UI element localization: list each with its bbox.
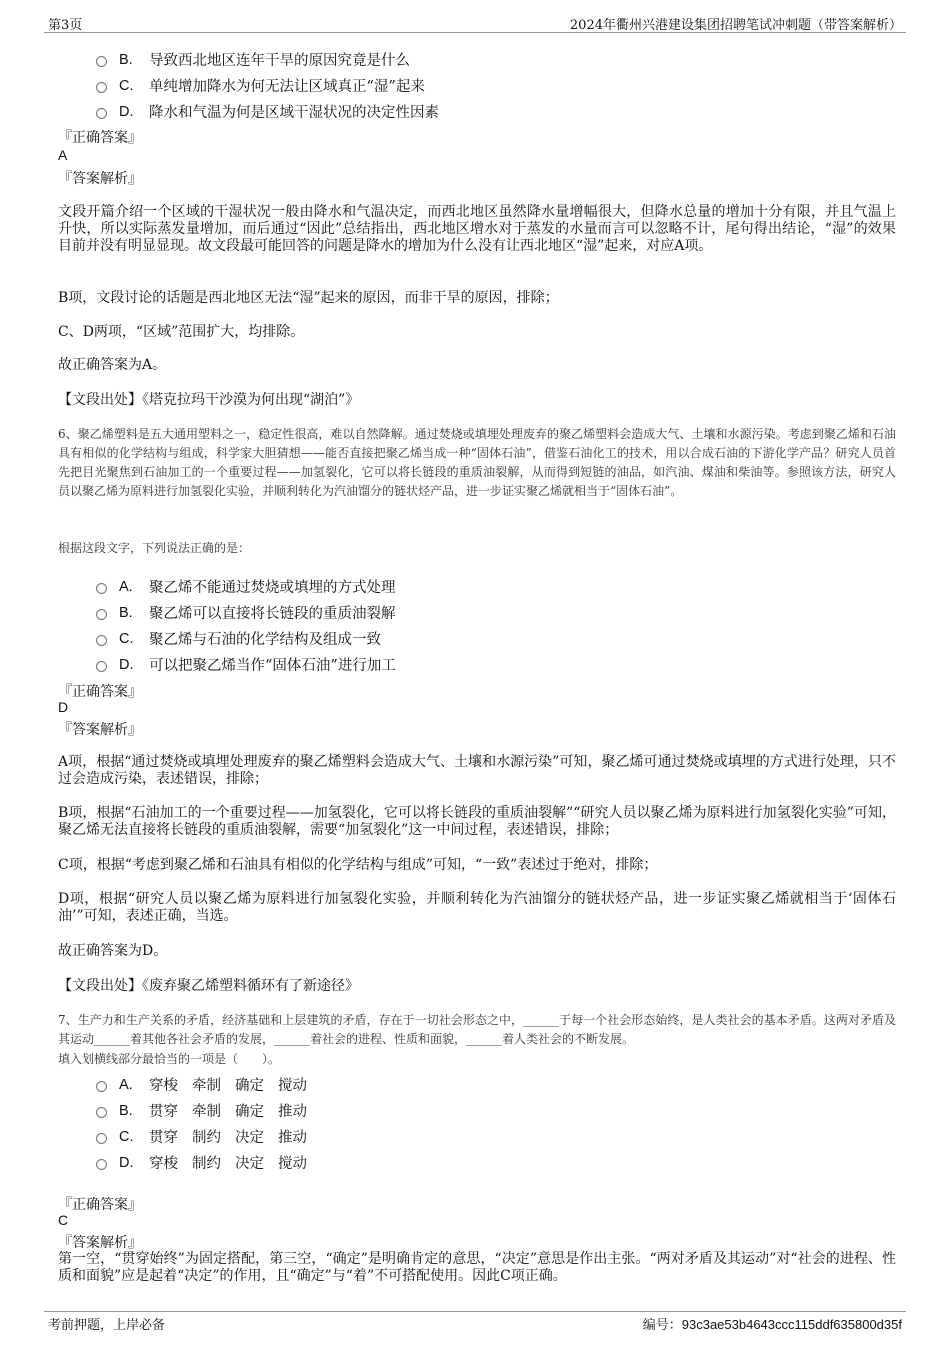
q6-option-b[interactable]: B. 聚乙烯可以直接将长链段的重质油裂解 [96, 602, 396, 623]
q7-analysis-paragraph: 第一空，“贯穿始终”为固定搭配，第三空，“确定”是明确肯定的意思，“决定”意思是作出主张。“两对矛盾及其运动”对“社会的进程、性质和面貌”应是起着“决定”的作用，且“确定”与“着”不可搭配使用。因此C项正确。 [58, 1251, 896, 1284]
q6-prompt: 根据这段文字，下列说法正确的是： [58, 541, 251, 555]
q5-option-d[interactable]: D. 降水和气温为何是区域干湿状况的决定性因素 [96, 101, 439, 122]
radio-icon[interactable] [96, 1081, 107, 1092]
q6-answer: D [58, 699, 69, 715]
radio-icon[interactable] [96, 661, 107, 672]
q7-stem: 7、生产力和生产关系的矛盾，经济基础和上层建筑的矛盾，存在于一切社会形态之中，______于每一个社会形态始终，是人类社会的基本矛盾。这两对矛盾及其运动______着其他各社会矛盾的发展，______着社会的进程、性质和面貌，______着人类社会的不断发展。 [58, 1013, 896, 1046]
radio-icon[interactable] [96, 583, 107, 594]
q7-correct-label: 『正确答案』 [58, 1197, 142, 1213]
q7-option-a[interactable]: A. 穿梭 牵制 确定 搅动 [96, 1074, 321, 1095]
header-divider [44, 32, 906, 33]
q5-analysis-paragraph: B项，文段讨论的话题是西北地区无法“湿”起来的原因，而非干旱的原因，排除； [58, 290, 559, 306]
radio-icon[interactable] [96, 108, 107, 119]
q6-analysis-paragraph: D项，根据“研究人员以聚乙烯为原料进行加氢裂化实验，并顺利转化为汽油馏分的链状烃产品，进一步证实聚乙烯就相当于‘固体石油’”可知，表述正确，当选。 [58, 891, 896, 924]
q6-correct-label: 『正确答案』 [58, 684, 142, 700]
q5-option-b[interactable]: B. 导致西北地区连年干旱的原因究竟是什么 [96, 49, 410, 70]
q5-analysis-paragraph: C、D两项，“区域”范围扩大，均排除。 [58, 324, 305, 340]
q7-analysis-label: 『答案解析』 [58, 1235, 142, 1251]
q5-source: 【文段出处】《塔克拉玛干沙漠为何出现“湖泊”》 [58, 392, 360, 408]
page-header [0, 0, 950, 34]
document-id: 编号：93c3ae53b4643ccc115ddf635800d35f [642, 1317, 902, 1333]
radio-icon[interactable] [96, 609, 107, 620]
q5-answer: A [58, 147, 68, 163]
q5-option-c[interactable]: C. 单纯增加降水为何无法让区域真正“湿”起来 [96, 75, 425, 96]
radio-icon[interactable] [96, 82, 107, 93]
q6-analysis-label: 『答案解析』 [58, 722, 142, 738]
q6-analysis-paragraph: B项，根据“石油加工的一个重要过程——加氢裂化，它可以将长链段的重质油裂解”“研究人员以聚乙烯为原料进行加氢裂化实验”可知，聚乙烯无法直接将长链段的重质油裂解，需要“加氢裂化”这一中间过程，表述错误，排除； [58, 805, 896, 838]
q5-analysis-paragraph: 文段开篇介绍一个区域的干湿状况一般由降水和气温决定，而西北地区虽然降水量增幅很大，但降水总量的增加十分有限，并且气温上升快，所以实际蒸发量增加，而后通过“因此”总结指出，西北地区增水对于蒸发的水量而言可以忽略不计，尾句得出结论，“湿”的效果目前并没有明显显现。故文段最可能回答的问题是降水的增加为什么没有让西北地区“湿”起来，对应A项。 [58, 204, 896, 254]
q6-analysis-paragraph: A项，根据“通过焚烧或填埋处理废弃的聚乙烯塑料会造成大气、土壤和水源污染”可知，聚乙烯可通过焚烧或填埋的方式进行处理，只不过会造成污染，表述错误，排除； [58, 754, 896, 787]
q7-answer: C [58, 1212, 69, 1228]
radio-icon[interactable] [96, 1133, 107, 1144]
q5-correct-label: 『正确答案』 [58, 130, 142, 146]
q6-option-d[interactable]: D. 可以把聚乙烯当作“固体石油”进行加工 [96, 654, 396, 675]
footer-divider [44, 1311, 906, 1312]
q6-analysis-paragraph: C项，根据“考虑到聚乙烯和石油具有相似的化学结构与组成”可知，“一致”表述过于绝对，排除； [58, 857, 658, 873]
q7-option-b[interactable]: B. 贯穿 牵制 确定 推动 [96, 1100, 321, 1121]
q5-analysis-paragraph: 故正确答案为A。 [58, 357, 167, 373]
q7-prompt: 填入划横线部分最恰当的一项是（ ）。 [58, 1052, 281, 1066]
q6-option-c[interactable]: C. 聚乙烯与石油的化学结构及组成一致 [96, 628, 381, 649]
document-title: 2024年衢州兴港建设集团招聘笔试冲刺题（带答案解析） [569, 18, 902, 33]
footer-slogan: 考前押题，上岸必备 [48, 1318, 166, 1333]
q6-source: 【文段出处】《废弃聚乙烯塑料循环有了新途径》 [58, 978, 359, 994]
q6-stem: 6、聚乙烯塑料是五大通用塑料之一，稳定性很高，难以自然降解。通过焚烧或填埋处理废弃的聚乙烯塑料会造成大气、土壤和水源污染。考虑到聚乙烯和石油具有相似的化学结构与组成，科学家大胆猜想——能否直接把聚乙烯当成一种“固体石油”，借鉴石油化工的技术，用以合成石油的下游化学产品？研究人员首先把目光聚焦到石油加工的一个重要过程——加氢裂化，它可以将长链段的重质油裂解，从而得到短链的油品，如汽油、煤油和柴油等。参照该方法，研究人员以聚乙烯为原料进行加氢裂化实验，并顺利转化为汽油馏分的链状烃产品，进一步证实聚乙烯就相当于“固体石油”。 [58, 427, 896, 498]
q7-option-d[interactable]: D. 穿梭 制约 决定 搅动 [96, 1152, 321, 1173]
q5-analysis-label: 『答案解析』 [58, 171, 142, 187]
page-number: 第3页 [48, 18, 83, 33]
radio-icon[interactable] [96, 1159, 107, 1170]
radio-icon[interactable] [96, 635, 107, 646]
radio-icon[interactable] [96, 56, 107, 67]
radio-icon[interactable] [96, 1107, 107, 1118]
q7-option-c[interactable]: C. 贯穿 制约 决定 推动 [96, 1126, 321, 1147]
q6-option-a[interactable]: A. 聚乙烯不能通过焚烧或填埋的方式处理 [96, 576, 396, 597]
q6-analysis-paragraph: 故正确答案为D。 [58, 943, 168, 959]
